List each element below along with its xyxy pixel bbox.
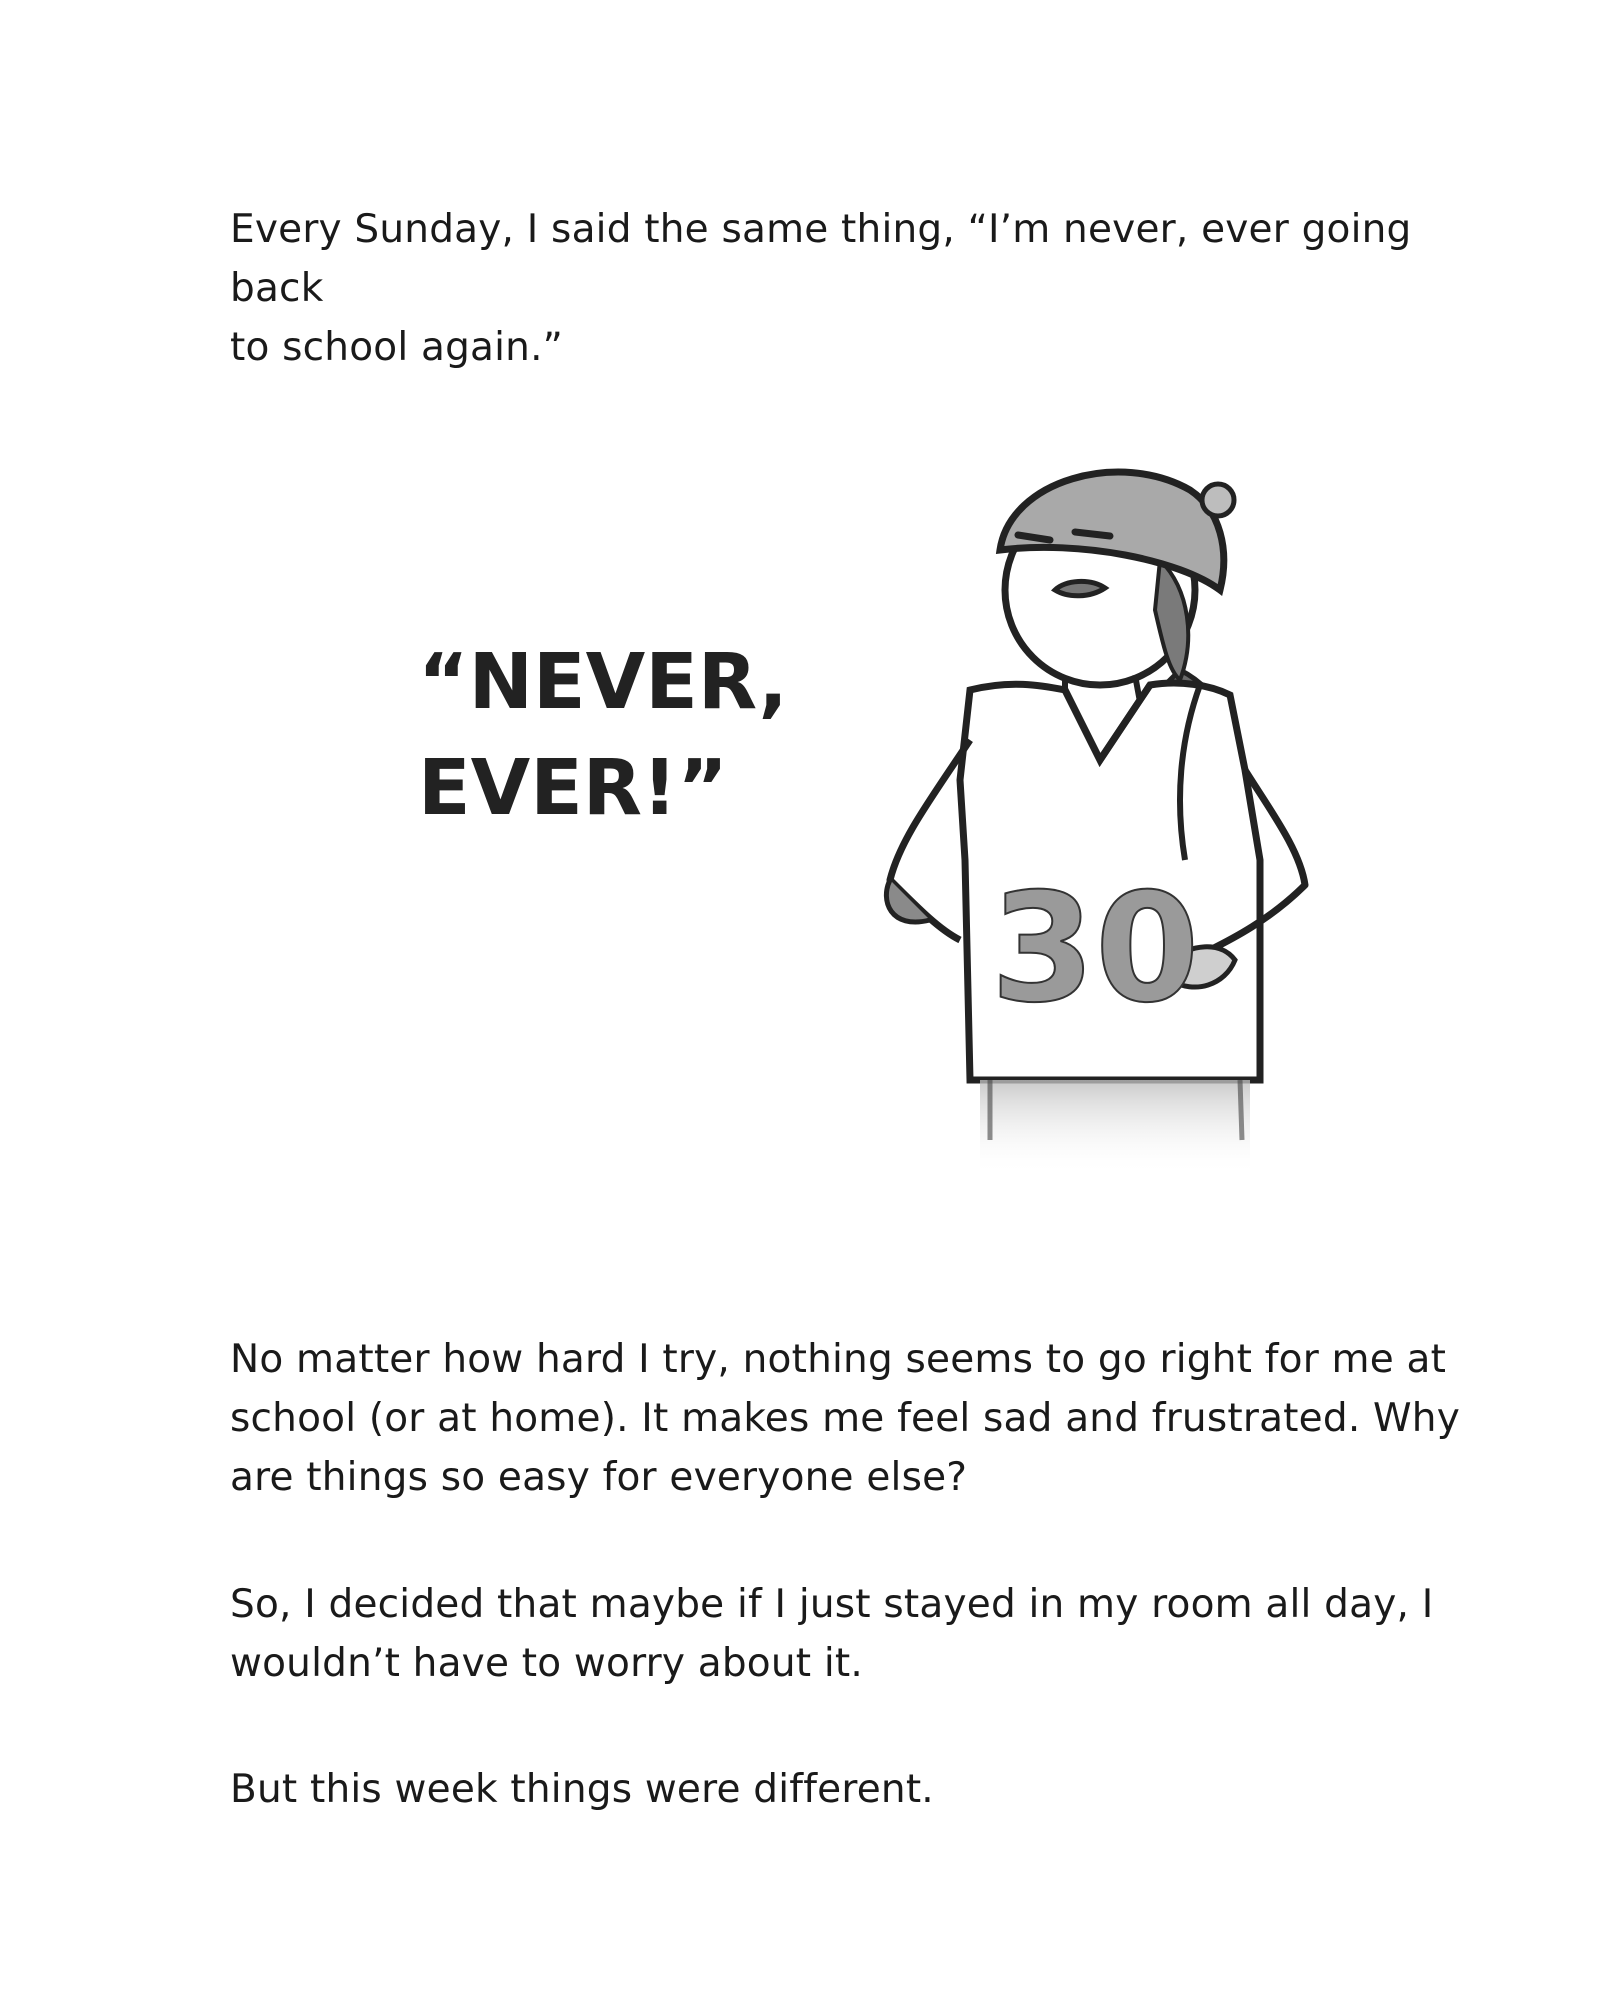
left-eye-shape xyxy=(1018,535,1050,540)
right-eye-shape xyxy=(1075,532,1110,536)
never-ever-exclamation: “NEVER, EVER!” xyxy=(418,638,788,833)
girl-in-basketball-jersey-illustration xyxy=(850,440,1350,1180)
decision-paragraph: So, I decided that maybe if I just stayed in my room all day, I wouldn’t have to worry about it. xyxy=(230,1582,1434,1686)
beanie-pompom-shape xyxy=(1202,484,1234,516)
mouth-shape xyxy=(1055,581,1105,595)
closing-paragraph: But this week things were different. xyxy=(230,1767,934,1812)
legs-fade-shape xyxy=(980,1080,1250,1175)
jersey-number: 30 xyxy=(990,862,1200,1036)
frustration-paragraph: No matter how hard I try, nothing seems to go right for me at school (or at home). It makes me feel sad and frustrated. Why are things so easy for everyone else? xyxy=(230,1337,1460,1500)
opening-paragraph: Every Sunday, I said the same thing, “I’m never, ever going back to school again.” xyxy=(230,207,1412,370)
left-hand-shape xyxy=(886,880,930,922)
